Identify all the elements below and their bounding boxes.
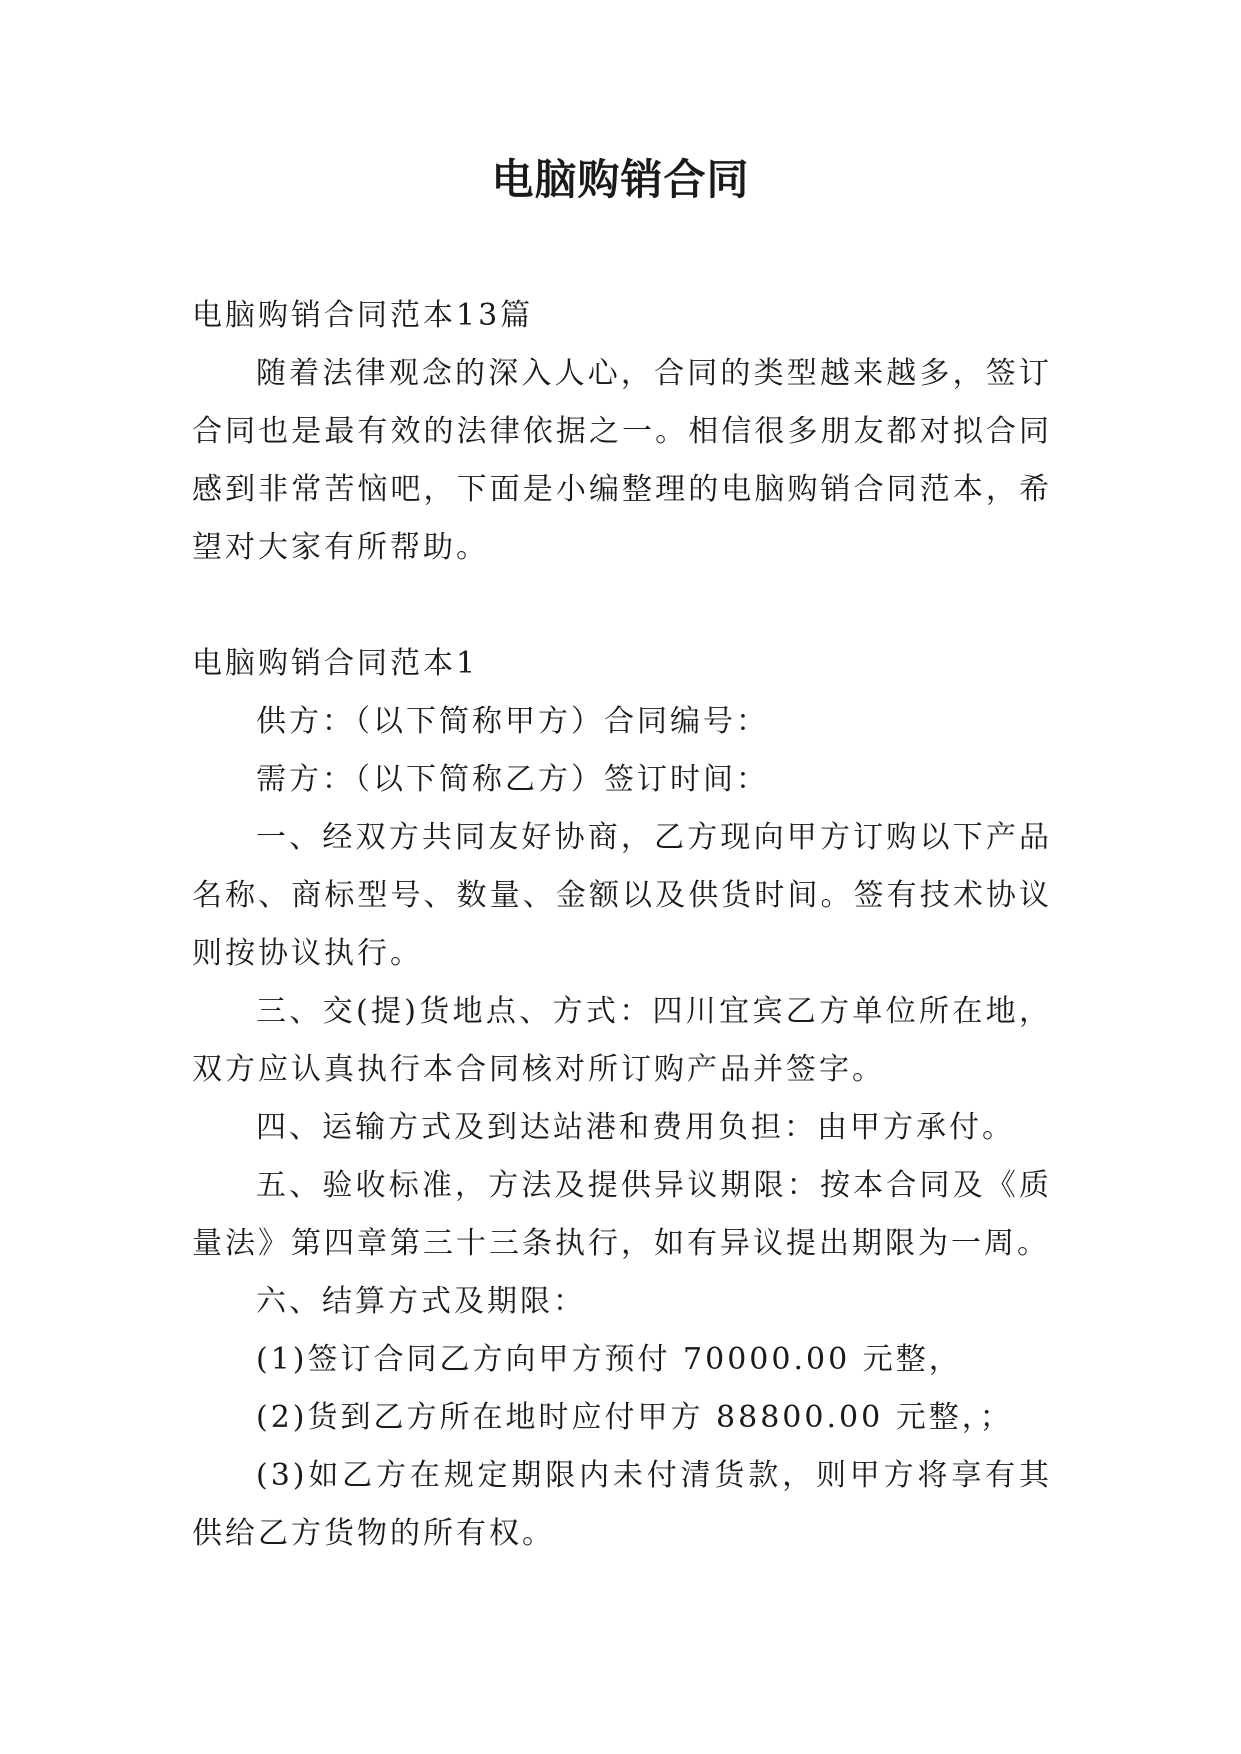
clause-4: 四、运输方式及到达站港和费用负担：由甲方承付。 xyxy=(256,1110,1015,1145)
document-body xyxy=(192,287,1052,1563)
clause-5: 五、验收标准，方法及提供异议期限：按本合同及《质量法》第四章第三十三条执行，如有异议提出期限为一周。 xyxy=(192,1168,1052,1261)
supplier-line: 供方：（以下简称甲方）合同编号： xyxy=(256,704,769,739)
buyer-line: 需方：（以下简称乙方）签订时间： xyxy=(256,762,769,797)
section-heading: 电脑购销合同范本1 xyxy=(192,646,479,681)
payment-item-2: (2)货到乙方所在地时应付甲方 88800.00 元整，； xyxy=(256,1400,1013,1435)
payment-item-1: (1)签订合同乙方向甲方预付 70000.00 元整， xyxy=(256,1342,962,1377)
clause-3: 三、交(提)货地点、方式：四川宜宾乙方单位所在地，双方应认真执行本合同核对所订购产品并签字。 xyxy=(192,994,1052,1087)
clause-1: 一、经双方共同友好协商，乙方现向甲方订购以下产品名称、商标型号、数量、金额以及供货时间。签有技术协议则按协议执行。 xyxy=(192,820,1052,971)
payment-item-3: (3)如乙方在规定期限内未付清货款，则甲方将享有其供给乙方货物的所有权。 xyxy=(192,1458,1052,1551)
document-subtitle: 电脑购销合同范本13篇 xyxy=(192,298,534,333)
intro-paragraph: 随着法律观念的深入人心，合同的类型越来越多，签订合同也是最有效的法律依据之一。相信很多朋友都对拟合同感到非常苦恼吧，下面是小编整理的电脑购销合同范本，希望对大家有所帮助。 xyxy=(192,356,1052,565)
page-title: 电脑购销合同 xyxy=(491,155,750,204)
paragraph-spacer xyxy=(192,577,1052,635)
clause-6: 六、结算方式及期限： xyxy=(256,1284,586,1319)
